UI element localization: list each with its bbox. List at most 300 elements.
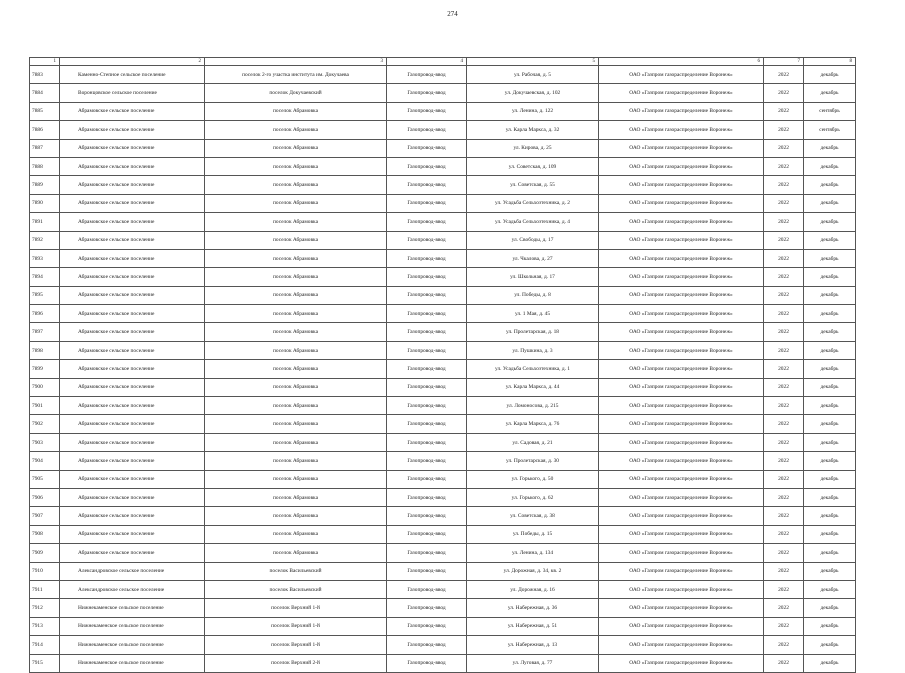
locality-cell: поселок Верхний 1-й (205, 617, 387, 635)
row-number: 7907 (30, 507, 60, 525)
object-type-cell: Газопровод-ввод (387, 341, 467, 359)
row-number: 7900 (30, 378, 60, 396)
month-cell: декабрь (804, 176, 856, 194)
locality-cell: поселок Абрамовка (205, 249, 387, 267)
month-cell: декабрь (804, 415, 856, 433)
object-type-cell: Газопровод-ввод (387, 378, 467, 396)
month-cell: декабрь (804, 157, 856, 175)
address-cell: ул. Пушкина, д. 3 (467, 341, 599, 359)
month-cell: декабрь (804, 617, 856, 635)
object-type-cell: Газопровод-ввод (387, 397, 467, 415)
table-row (30, 84, 856, 102)
year-cell: 2022 (764, 360, 804, 378)
object-type-cell: Газопровод-ввод (387, 139, 467, 157)
year-cell: 2022 (764, 580, 804, 598)
address-cell: ул. Горького, д. 62 (467, 488, 599, 506)
address-cell: ул. Дорожная, д. 34, кв. 2 (467, 562, 599, 580)
table-row (30, 305, 856, 323)
year-cell: 2022 (764, 544, 804, 562)
locality-cell: поселок Абрамовка (205, 488, 387, 506)
row-number: 7898 (30, 341, 60, 359)
row-number: 7888 (30, 157, 60, 175)
object-type-cell: Газопровод-ввод (387, 580, 467, 598)
organization-cell: ОАО «Газпром газораспределение Воронеж» (599, 231, 764, 249)
organization-cell: ОАО «Газпром газораспределение Воронеж» (599, 617, 764, 635)
year-cell: 2022 (764, 341, 804, 359)
object-type-cell: Газопровод-ввод (387, 525, 467, 543)
row-number: 7896 (30, 305, 60, 323)
month-cell: декабрь (804, 525, 856, 543)
settlement-cell: Абрамовское сельское поселение (60, 102, 205, 120)
object-type-cell: Газопровод-ввод (387, 286, 467, 304)
settlement-cell: Абрамовское сельское поселение (60, 323, 205, 341)
month-cell: декабрь (804, 66, 856, 84)
locality-cell: поселок Верхний 1-й (205, 599, 387, 617)
table-row (30, 397, 856, 415)
table-row (30, 599, 856, 617)
table-row (30, 470, 856, 488)
organization-cell: ОАО «Газпром газораспределение Воронеж» (599, 286, 764, 304)
organization-cell: ОАО «Газпром газораспределение Воронеж» (599, 415, 764, 433)
locality-cell: поселок Абрамовка (205, 213, 387, 231)
year-cell: 2022 (764, 636, 804, 654)
table-row (30, 323, 856, 341)
page-number: 274 (447, 10, 458, 18)
year-cell: 2022 (764, 194, 804, 212)
address-cell: ул. Пролетарская, д. 30 (467, 452, 599, 470)
table-row (30, 525, 856, 543)
settlement-cell: Абрамовское сельское поселение (60, 378, 205, 396)
table-row (30, 544, 856, 562)
table-row (30, 102, 856, 120)
row-number: 7883 (30, 66, 60, 84)
month-cell: декабрь (804, 305, 856, 323)
settlement-cell: Абрамовское сельское поселение (60, 433, 205, 451)
column-header-4: 4 (387, 58, 467, 66)
row-number: 7908 (30, 525, 60, 543)
row-number: 7914 (30, 636, 60, 654)
address-cell: ул. Ломоносова, д. 215 (467, 397, 599, 415)
table-row (30, 415, 856, 433)
month-cell: декабрь (804, 249, 856, 267)
row-number: 7891 (30, 213, 60, 231)
address-cell: ул. Набережная, д. 51 (467, 617, 599, 635)
month-cell: декабрь (804, 580, 856, 598)
settlement-cell: Александровское сельское поселение (60, 562, 205, 580)
address-cell: ул. Чкалова, д. 27 (467, 249, 599, 267)
settlement-cell: Абрамовское сельское поселение (60, 397, 205, 415)
settlement-cell: Воронцовское сельское поселение (60, 84, 205, 102)
locality-cell: поселок Абрамовка (205, 452, 387, 470)
object-type-cell: Газопровод-ввод (387, 323, 467, 341)
year-cell: 2022 (764, 286, 804, 304)
row-number: 7913 (30, 617, 60, 635)
settlement-cell: Абрамовское сельское поселение (60, 488, 205, 506)
organization-cell: ОАО «Газпром газораспределение Воронеж» (599, 305, 764, 323)
table-row (30, 507, 856, 525)
organization-cell: ОАО «Газпром газораспределение Воронеж» (599, 654, 764, 672)
header-row (30, 58, 856, 66)
object-type-cell: Газопровод-ввод (387, 102, 467, 120)
month-cell: декабрь (804, 562, 856, 580)
object-type-cell: Газопровод-ввод (387, 617, 467, 635)
month-cell: декабрь (804, 194, 856, 212)
object-type-cell: Газопровод-ввод (387, 157, 467, 175)
month-cell: декабрь (804, 488, 856, 506)
table-row (30, 452, 856, 470)
settlement-cell: Абрамовское сельское поселение (60, 157, 205, 175)
organization-cell: ОАО «Газпром газораспределение Воронеж» (599, 636, 764, 654)
table-row (30, 194, 856, 212)
year-cell: 2022 (764, 102, 804, 120)
table-row (30, 231, 856, 249)
row-number: 7895 (30, 286, 60, 304)
locality-cell: поселок 2-го участка института им. Докучаева (205, 66, 387, 84)
month-cell: декабрь (804, 397, 856, 415)
row-number: 7884 (30, 84, 60, 102)
object-type-cell: Газопровод-ввод (387, 305, 467, 323)
month-cell: декабрь (804, 268, 856, 286)
year-cell: 2022 (764, 617, 804, 635)
year-cell: 2022 (764, 415, 804, 433)
address-cell: ул. Карла Маркса, д. 32 (467, 121, 599, 139)
month-cell: декабрь (804, 507, 856, 525)
locality-cell: поселок Верхний 1-й (205, 636, 387, 654)
settlement-cell: Абрамовское сельское поселение (60, 249, 205, 267)
table-row (30, 654, 856, 672)
row-number: 7892 (30, 231, 60, 249)
table-row (30, 636, 856, 654)
address-cell: ул. Победы, д. 8 (467, 286, 599, 304)
address-cell: ул. Советская, д. 38 (467, 507, 599, 525)
locality-cell: поселок Абрамовка (205, 157, 387, 175)
row-number: 7911 (30, 580, 60, 598)
organization-cell: ОАО «Газпром газораспределение Воронеж» (599, 378, 764, 396)
object-type-cell: Газопровод-ввод (387, 636, 467, 654)
locality-cell: поселок Докучаевский (205, 84, 387, 102)
month-cell: декабрь (804, 544, 856, 562)
year-cell: 2022 (764, 305, 804, 323)
table-row (30, 617, 856, 635)
month-cell: декабрь (804, 139, 856, 157)
year-cell: 2022 (764, 121, 804, 139)
locality-cell: поселок Абрамовка (205, 176, 387, 194)
column-header-8: 8 (804, 58, 856, 66)
organization-cell: ОАО «Газпром газораспределение Воронеж» (599, 397, 764, 415)
settlement-cell: Абрамовское сельское поселение (60, 286, 205, 304)
row-number: 7910 (30, 562, 60, 580)
settlement-cell: Абрамовское сельское поселение (60, 176, 205, 194)
table-row (30, 139, 856, 157)
organization-cell: ОАО «Газпром газораспределение Воронеж» (599, 599, 764, 617)
locality-cell: поселок Абрамовка (205, 360, 387, 378)
year-cell: 2022 (764, 157, 804, 175)
locality-cell: поселок Васильевский (205, 580, 387, 598)
address-cell: ул. Советская, д. 109 (467, 157, 599, 175)
object-type-cell: Газопровод-ввод (387, 654, 467, 672)
address-cell: ул. Докучаевская, д. 102 (467, 84, 599, 102)
year-cell: 2022 (764, 470, 804, 488)
organization-cell: ОАО «Газпром газораспределение Воронеж» (599, 525, 764, 543)
settlement-cell: Абрамовское сельское поселение (60, 360, 205, 378)
row-number: 7894 (30, 268, 60, 286)
organization-cell: ОАО «Газпром газораспределение Воронеж» (599, 323, 764, 341)
year-cell: 2022 (764, 599, 804, 617)
organization-cell: ОАО «Газпром газораспределение Воронеж» (599, 452, 764, 470)
address-cell: ул. 1 Мая, д. 45 (467, 305, 599, 323)
address-cell: ул. Карла Маркса, д. 44 (467, 378, 599, 396)
year-cell: 2022 (764, 231, 804, 249)
year-cell: 2022 (764, 507, 804, 525)
table-row (30, 488, 856, 506)
column-header-5: 5 (467, 58, 599, 66)
address-cell: ул. Набережная, д. 36 (467, 599, 599, 617)
address-cell: ул. Набережная, д. 13 (467, 636, 599, 654)
month-cell: сентябрь (804, 121, 856, 139)
settlement-cell: Нижнекаменское сельское поселение (60, 617, 205, 635)
table-row (30, 286, 856, 304)
object-type-cell: Газопровод-ввод (387, 562, 467, 580)
object-type-cell: Газопровод-ввод (387, 488, 467, 506)
object-type-cell: Газопровод-ввод (387, 121, 467, 139)
address-cell: ул. Кирова, д. 25 (467, 139, 599, 157)
table-row (30, 360, 856, 378)
settlement-cell: Абрамовское сельское поселение (60, 470, 205, 488)
row-number: 7906 (30, 488, 60, 506)
year-cell: 2022 (764, 654, 804, 672)
organization-cell: ОАО «Газпром газораспределение Воронеж» (599, 580, 764, 598)
row-number: 7899 (30, 360, 60, 378)
column-header-2: 2 (60, 58, 205, 66)
organization-cell: ОАО «Газпром газораспределение Воронеж» (599, 433, 764, 451)
locality-cell: поселок Абрамовка (205, 102, 387, 120)
object-type-cell: Газопровод-ввод (387, 452, 467, 470)
year-cell: 2022 (764, 84, 804, 102)
table-row (30, 176, 856, 194)
gas-connection-table (29, 57, 856, 673)
organization-cell: ОАО «Газпром газораспределение Воронеж» (599, 66, 764, 84)
organization-cell: ОАО «Газпром газораспределение Воронеж» (599, 157, 764, 175)
address-cell: ул. Карла Маркса, д. 76 (467, 415, 599, 433)
locality-cell: поселок Абрамовка (205, 139, 387, 157)
organization-cell: ОАО «Газпром газораспределение Воронеж» (599, 268, 764, 286)
organization-cell: ОАО «Газпром газораспределение Воронеж» (599, 507, 764, 525)
address-cell: ул. Школьная, д. 17 (467, 268, 599, 286)
object-type-cell: Газопровод-ввод (387, 66, 467, 84)
column-header-6: 6 (599, 58, 764, 66)
locality-cell: поселок Абрамовка (205, 194, 387, 212)
object-type-cell: Газопровод-ввод (387, 415, 467, 433)
row-number: 7890 (30, 194, 60, 212)
column-header-7: 7 (764, 58, 804, 66)
object-type-cell: Газопровод-ввод (387, 176, 467, 194)
row-number: 7901 (30, 397, 60, 415)
year-cell: 2022 (764, 176, 804, 194)
settlement-cell: Абрамовское сельское поселение (60, 305, 205, 323)
address-cell: ул. Усадьба Сельхозтехника, д. 4 (467, 213, 599, 231)
settlement-cell: Александровское сельское поселение (60, 580, 205, 598)
locality-cell: поселок Абрамовка (205, 323, 387, 341)
month-cell: декабрь (804, 636, 856, 654)
object-type-cell: Газопровод-ввод (387, 194, 467, 212)
table-row (30, 341, 856, 359)
address-cell: ул. Рабочая, д. 5 (467, 66, 599, 84)
month-cell: декабрь (804, 599, 856, 617)
organization-cell: ОАО «Газпром газораспределение Воронеж» (599, 562, 764, 580)
settlement-cell: Абрамовское сельское поселение (60, 341, 205, 359)
year-cell: 2022 (764, 433, 804, 451)
address-cell: ул. Победы, д. 15 (467, 525, 599, 543)
year-cell: 2022 (764, 525, 804, 543)
organization-cell: ОАО «Газпром газораспределение Воронеж» (599, 102, 764, 120)
settlement-cell: Абрамовское сельское поселение (60, 139, 205, 157)
locality-cell: поселок Абрамовка (205, 397, 387, 415)
row-number: 7885 (30, 102, 60, 120)
column-header-3: 3 (205, 58, 387, 66)
settlement-cell: Абрамовское сельское поселение (60, 121, 205, 139)
organization-cell: ОАО «Газпром газораспределение Воронеж» (599, 121, 764, 139)
table-body (30, 66, 856, 673)
organization-cell: ОАО «Газпром газораспределение Воронеж» (599, 139, 764, 157)
locality-cell: поселок Абрамовка (205, 525, 387, 543)
month-cell: декабрь (804, 84, 856, 102)
month-cell: декабрь (804, 341, 856, 359)
organization-cell: ОАО «Газпром газораспределение Воронеж» (599, 544, 764, 562)
object-type-cell: Газопровод-ввод (387, 213, 467, 231)
month-cell: сентябрь (804, 102, 856, 120)
table-row (30, 66, 856, 84)
row-number: 7886 (30, 121, 60, 139)
organization-cell: ОАО «Газпром газораспределение Воронеж» (599, 249, 764, 267)
year-cell: 2022 (764, 323, 804, 341)
row-number: 7912 (30, 599, 60, 617)
locality-cell: поселок Абрамовка (205, 433, 387, 451)
address-cell: ул. Горького, д. 50 (467, 470, 599, 488)
month-cell: декабрь (804, 323, 856, 341)
table-row (30, 249, 856, 267)
locality-cell: поселок Абрамовка (205, 286, 387, 304)
locality-cell: поселок Абрамовка (205, 231, 387, 249)
object-type-cell: Газопровод-ввод (387, 470, 467, 488)
table-row (30, 562, 856, 580)
settlement-cell: Абрамовское сельское поселение (60, 507, 205, 525)
row-number: 7902 (30, 415, 60, 433)
locality-cell: поселок Абрамовка (205, 544, 387, 562)
table-row (30, 157, 856, 175)
row-number: 7903 (30, 433, 60, 451)
locality-cell: поселок Абрамовка (205, 341, 387, 359)
year-cell: 2022 (764, 268, 804, 286)
year-cell: 2022 (764, 213, 804, 231)
organization-cell: ОАО «Газпром газораспределение Воронеж» (599, 84, 764, 102)
year-cell: 2022 (764, 562, 804, 580)
locality-cell: поселок Абрамовка (205, 415, 387, 433)
address-cell: ул. Свободы, д. 17 (467, 231, 599, 249)
object-type-cell: Газопровод-ввод (387, 599, 467, 617)
settlement-cell: Абрамовское сельское поселение (60, 452, 205, 470)
row-number: 7915 (30, 654, 60, 672)
column-header-1: 1 (30, 58, 60, 66)
address-cell: ул. Луговая, д. 77 (467, 654, 599, 672)
row-number: 7897 (30, 323, 60, 341)
locality-cell: поселок Васильевский (205, 562, 387, 580)
object-type-cell: Газопровод-ввод (387, 249, 467, 267)
year-cell: 2022 (764, 66, 804, 84)
organization-cell: ОАО «Газпром газораспределение Воронеж» (599, 213, 764, 231)
settlement-cell: Абрамовское сельское поселение (60, 213, 205, 231)
address-cell: ул. Ленина, д. 122 (467, 102, 599, 120)
address-cell: ул. Усадьба Сельхозтехника, д. 2 (467, 194, 599, 212)
object-type-cell: Газопровод-ввод (387, 360, 467, 378)
month-cell: декабрь (804, 378, 856, 396)
locality-cell: поселок Абрамовка (205, 121, 387, 139)
settlement-cell: Абрамовское сельское поселение (60, 544, 205, 562)
address-cell: ул. Советская, д. 55 (467, 176, 599, 194)
locality-cell: поселок Абрамовка (205, 305, 387, 323)
object-type-cell: Газопровод-ввод (387, 231, 467, 249)
organization-cell: ОАО «Газпром газораспределение Воронеж» (599, 341, 764, 359)
locality-cell: поселок Верхний 2-й (205, 654, 387, 672)
month-cell: декабрь (804, 433, 856, 451)
organization-cell: ОАО «Газпром газораспределение Воронеж» (599, 194, 764, 212)
object-type-cell: Газопровод-ввод (387, 507, 467, 525)
settlement-cell: Каменно-Степное сельское поселение (60, 66, 205, 84)
address-cell: ул. Пролетарская, д. 18 (467, 323, 599, 341)
table-row (30, 213, 856, 231)
locality-cell: поселок Абрамовка (205, 378, 387, 396)
row-number: 7893 (30, 249, 60, 267)
month-cell: декабрь (804, 213, 856, 231)
settlement-cell: Нижнекаменское сельское поселение (60, 654, 205, 672)
table-row (30, 433, 856, 451)
row-number: 7889 (30, 176, 60, 194)
row-number: 7904 (30, 452, 60, 470)
settlement-cell: Абрамовское сельское поселение (60, 231, 205, 249)
settlement-cell: Нижнекаменское сельское поселение (60, 599, 205, 617)
table-row (30, 378, 856, 396)
settlement-cell: Абрамовское сельское поселение (60, 268, 205, 286)
address-cell: ул. Дорожная, д. 16 (467, 580, 599, 598)
settlement-cell: Нижнекаменское сельское поселение (60, 636, 205, 654)
month-cell: декабрь (804, 360, 856, 378)
month-cell: декабрь (804, 654, 856, 672)
object-type-cell: Газопровод-ввод (387, 433, 467, 451)
locality-cell: поселок Абрамовка (205, 470, 387, 488)
organization-cell: ОАО «Газпром газораспределение Воронеж» (599, 360, 764, 378)
year-cell: 2022 (764, 452, 804, 470)
organization-cell: ОАО «Газпром газораспределение Воронеж» (599, 470, 764, 488)
address-cell: ул. Ленина, д. 134 (467, 544, 599, 562)
year-cell: 2022 (764, 139, 804, 157)
year-cell: 2022 (764, 249, 804, 267)
settlement-cell: Абрамовское сельское поселение (60, 194, 205, 212)
year-cell: 2022 (764, 397, 804, 415)
table-row (30, 580, 856, 598)
object-type-cell: Газопровод-ввод (387, 84, 467, 102)
settlement-cell: Абрамовское сельское поселение (60, 525, 205, 543)
month-cell: декабрь (804, 231, 856, 249)
row-number: 7905 (30, 470, 60, 488)
address-cell: ул. Садовая, д. 21 (467, 433, 599, 451)
object-type-cell: Газопровод-ввод (387, 544, 467, 562)
month-cell: декабрь (804, 286, 856, 304)
month-cell: декабрь (804, 452, 856, 470)
year-cell: 2022 (764, 378, 804, 396)
settlement-cell: Абрамовское сельское поселение (60, 415, 205, 433)
organization-cell: ОАО «Газпром газораспределение Воронеж» (599, 488, 764, 506)
row-number: 7909 (30, 544, 60, 562)
year-cell: 2022 (764, 488, 804, 506)
